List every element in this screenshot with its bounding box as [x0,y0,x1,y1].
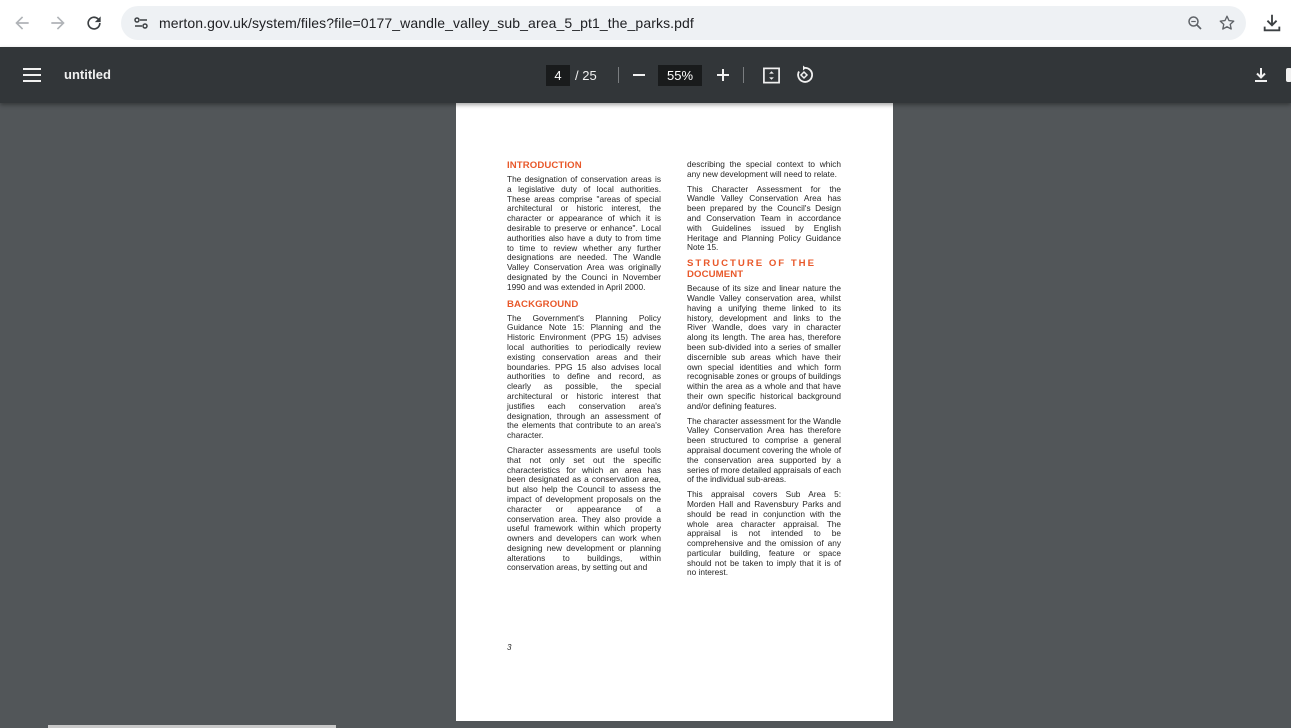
right-column [687,160,841,583]
page-number: 3 [507,643,512,652]
reload-button[interactable] [76,5,112,41]
url-text: merton.gov.uk/system/files?file=0177_wandle_valley_sub_area_5_pt1_the_parks.pdf [159,15,694,31]
structure-heading-line2: DOCUMENT [687,269,744,281]
site-info-icon[interactable] [123,15,159,31]
reload-icon [84,13,104,33]
toolbar-divider [743,67,744,83]
document-title: untitled [64,67,111,82]
page-total: / 25 [575,68,597,83]
page-number-input[interactable]: 4 [546,65,570,86]
toolbar-divider [618,67,619,83]
fit-to-page-icon[interactable] [762,66,781,85]
rotate-icon[interactable] [794,65,814,85]
introduction-paragraph: The designation of conservation areas is a legislative duty of local authorities. These areas comprise "areas of special architectural or historic interest, the character or appearance of which it is desirable to preserve or enhance". Local authorities also have a duty to from time to time to review whether any further designations are needed. The Wandle Valley Conservation Area was originally designated by the Counci in November 1990 and was extended in April 2000. [507,174,661,292]
menu-icon[interactable] [22,65,42,85]
background-heading: BACKGROUND [507,298,579,310]
background-paragraph-2: Character assessments are useful tools that not only set out the specific characteristics for which an area has been designated as a conservation area, but also help the Council to assess the impact of development proposals on the character or appearance of a conservation area. They also provide a useful framework within which property owners and developers can work when designing new development or planning alterations to buildings, within conservation areas, by setting out and [507,444,661,573]
download-icon[interactable] [1261,12,1283,34]
assessment-paragraph: This Character Assessment for the Wandle Valley Conservation Area has been prepared by the Council's Design and Conservation Team in accordance with Guidelines issued by English Heritage and Planning Policy Guidance Note 15. [687,183,841,253]
browser-toolbar [0,0,1291,47]
introduction-heading: INTRODUCTION [507,160,582,171]
forward-button[interactable] [40,5,76,41]
pdf-download-icon[interactable] [1252,66,1270,84]
structure-paragraph-2: The character assessment for the Wandle Valley Conservation Area has therefore been structured to comprise a general appraisal document covering the whole of the conservation area supported by a series of more detailed appraisals of each of the individual sub-areas. [687,415,841,485]
zoom-level-input[interactable]: 55% [658,65,702,86]
zoom-icon[interactable] [1186,14,1204,32]
back-button[interactable] [4,5,40,41]
address-bar[interactable] [121,6,1246,40]
bookmark-star-icon[interactable] [1218,14,1236,32]
forward-icon [48,13,68,33]
zoom-in-icon[interactable] [714,66,732,84]
continued-paragraph: describing the special context to which any new development will need to relate. [687,159,841,179]
background-paragraph-1: The Government's Planning Policy Guidance Note 15: Planning and the Historic Environment (PPG 15) advises local authorities to periodically review existing conservation areas and their boundaries. PPG 15 also advises local authorities to define and record, as clearly as possible, the special architectural or historic interest that justifies each conservation area's designation, through an assessment of the elements that contribute to an area's character. [507,312,661,441]
pdf-page [456,103,893,721]
structure-paragraph-3: This appraisal covers Sub Area 5: Morden Hall and Ravensbury Parks and should be read in conjunction with the whole area character appraisal. The appraisal is not intended to be comprehensive and the omission of any particular building, feature or space should not be taken to imply that it is of no interest. [687,489,841,578]
left-column [507,160,661,578]
structure-paragraph-1: Because of its size and linear nature the Wandle Valley conservation area, whilst having a unifying theme linked to its history, development and links to the River Wandle, does vary in character along its length. The area has, therefore been sub-divided into a series of smaller discernible sub areas which have their own special identities and which form recognisable zones or groups of buildings within the area as a whole and that have their own specific historical background and/or defining features. [687,283,841,411]
back-icon [12,13,32,33]
structure-heading-line1: STRUCTURE OF THE [687,258,817,270]
more-actions-icon[interactable] [1286,68,1291,82]
pdf-toolbar [0,47,1291,103]
zoom-out-icon[interactable] [630,66,648,84]
